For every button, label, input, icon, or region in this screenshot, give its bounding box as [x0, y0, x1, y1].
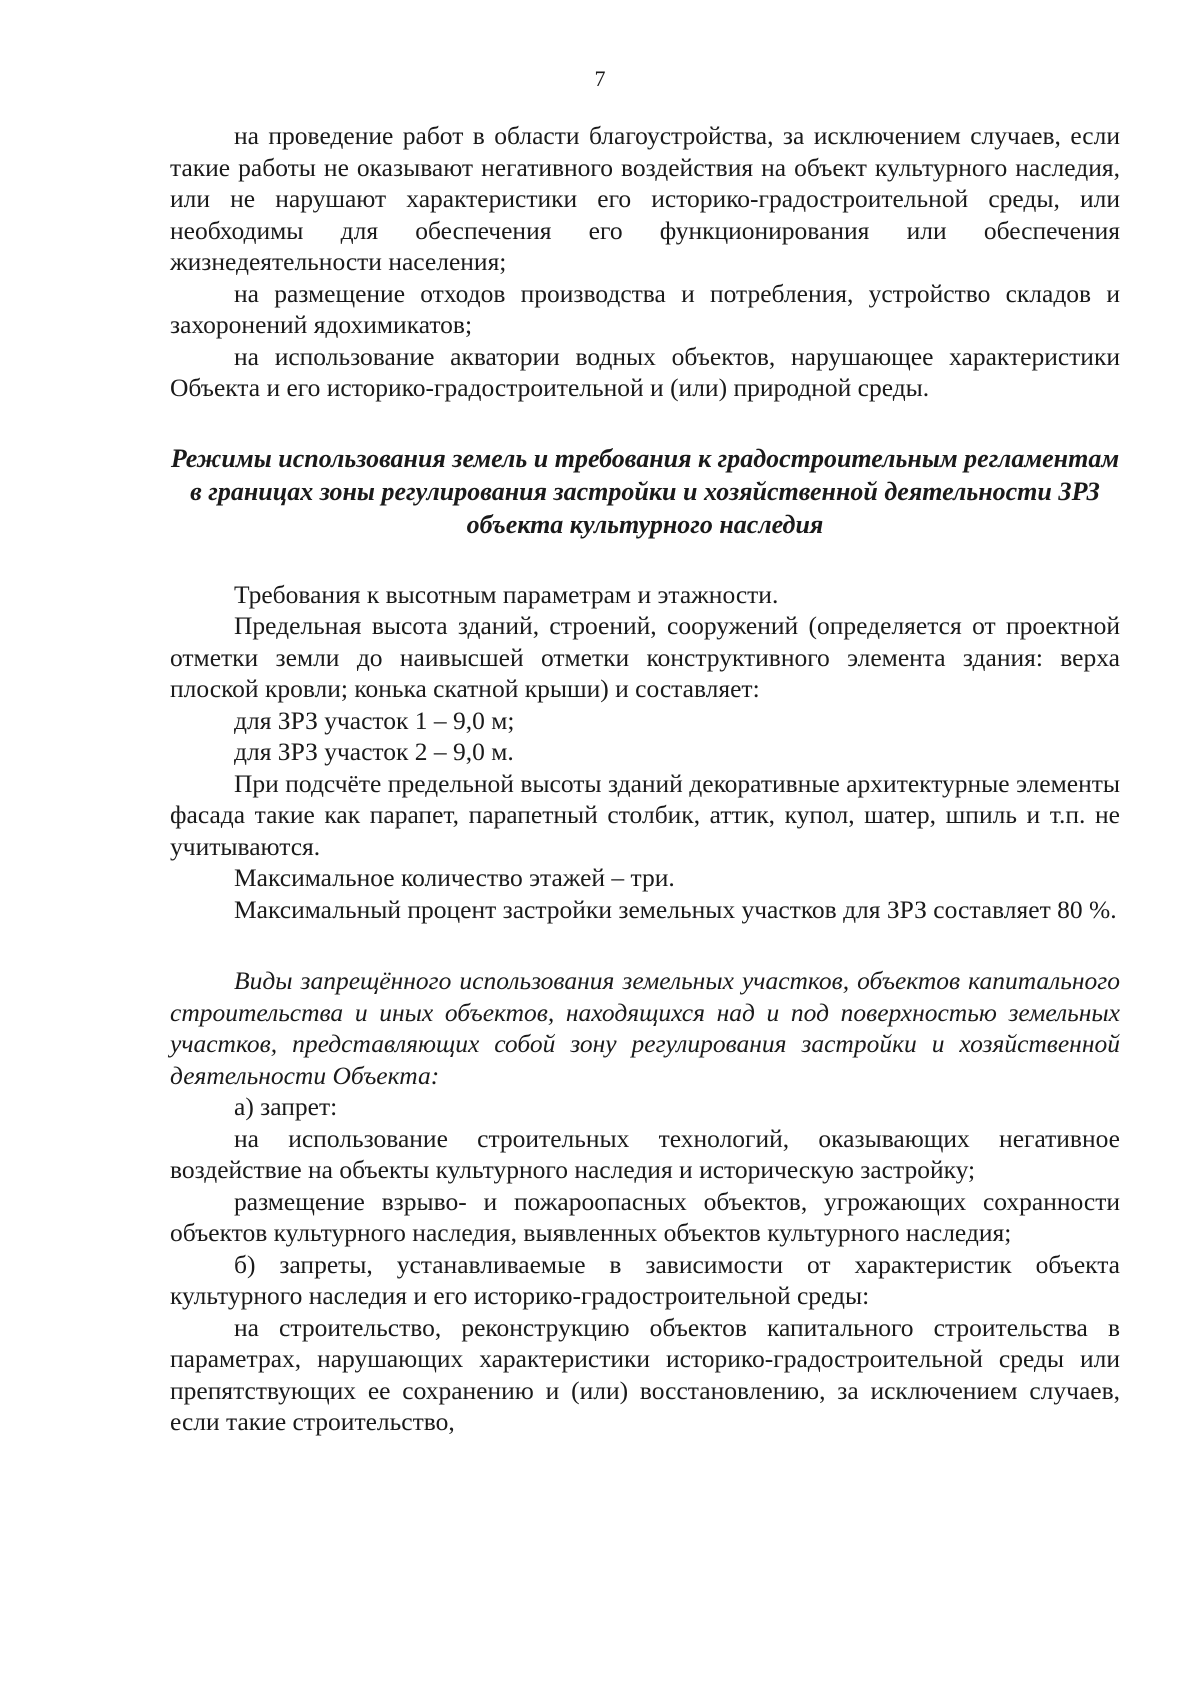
- document-body: [170, 120, 1120, 1438]
- paragraph-max-floors: Максимальное количество этажей – три.: [234, 863, 675, 892]
- paragraph-waste-placement: на размещение отходов производства и потребления, устройство складов и захоронений ядохимикатов;: [170, 278, 1120, 339]
- paragraph-zone-2-height: для ЗРЗ участок 2 – 9,0 м.: [234, 737, 514, 766]
- page-number: 7: [594, 66, 606, 91]
- paragraph-max-coverage: Максимальный процент застройки земельных участков для ЗРЗ составляет 80 %.: [234, 894, 1117, 924]
- paragraph-hazardous-objects: размещение взрыво- и пожароопасных объектов, угрожающих сохранности объектов культурного наследия, выявленных объектов культурного наследия;: [170, 1186, 1120, 1247]
- paragraph-prohibition-a: а) запрет:: [234, 1092, 338, 1121]
- paragraph-decorative-elements: При подсчёте предельной высоты зданий декоративные архитектурные элементы фасада такие как парапет, парапетный столбик, аттик, купол, шатер, шпиль и т.п. не учитываются.: [170, 768, 1120, 861]
- spacer: [170, 541, 1120, 579]
- paragraph-prohibition-b: б) запреты, устанавливаемые в зависимости от характеристик объекта культурного наследия и его историко-градостроительной среды:: [170, 1249, 1120, 1310]
- spacer: [170, 404, 1120, 442]
- section-heading: Режимы использования земель и требования к градостроительным регламентам в границах зоны регулирования застройки и хозяйственной деятельности ЗРЗ объекта культурного наследия: [170, 443, 1120, 539]
- paragraph-construction-technologies: на использование строительных технологий, оказывающих негативное воздействие на объекты культурного наследия и историческую застройку;: [170, 1123, 1120, 1184]
- paragraph-construction-parameters: на строительство, реконструкцию объектов капитального строительства в параметрах, нарушающих характеристики историко-градостроительной среды или препятствующих ее сохранению и (или) восстановлению, за исключением случаев, если такие строительство,: [170, 1312, 1120, 1436]
- spacer: [170, 925, 1120, 965]
- paragraph-max-height: Предельная высота зданий, строений, сооружений (определяется от проектной отметки земли до наивысшей отметки конструктивного элемента здания: верха плоской кровли; конька скатной крыши) и составляет:: [170, 611, 1120, 703]
- paragraph-height-requirements: Требования к высотным параметрам и этажности.: [234, 579, 779, 609]
- paragraph-improvement-works: на проведение работ в области благоустройства, за исключением случаев, если такие работы не оказывают негативного воздействия на объект культурного наследия, или не нарушают характеристики его историко-градостроительной среды, или необходимы для обеспечения его функционирования или обеспечения жизнедеятельности населения;: [170, 121, 1120, 276]
- paragraph-prohibited-uses-intro: Виды запрещённого использования земельных участков, объектов капитального строительства и иных объектов, находящихся над и под поверхностью земельных участков, представляющих собой зону регулирования застройки и хозяйственной деятельности Объекта:: [170, 966, 1120, 1090]
- paragraph-zone-1-height: для ЗРЗ участок 1 – 9,0 м;: [234, 705, 515, 735]
- paragraph-water-use: на использование акватории водных объектов, нарушающее характеристики Объекта и его историко-градостроительной и (или) природной среды.: [170, 341, 1120, 402]
